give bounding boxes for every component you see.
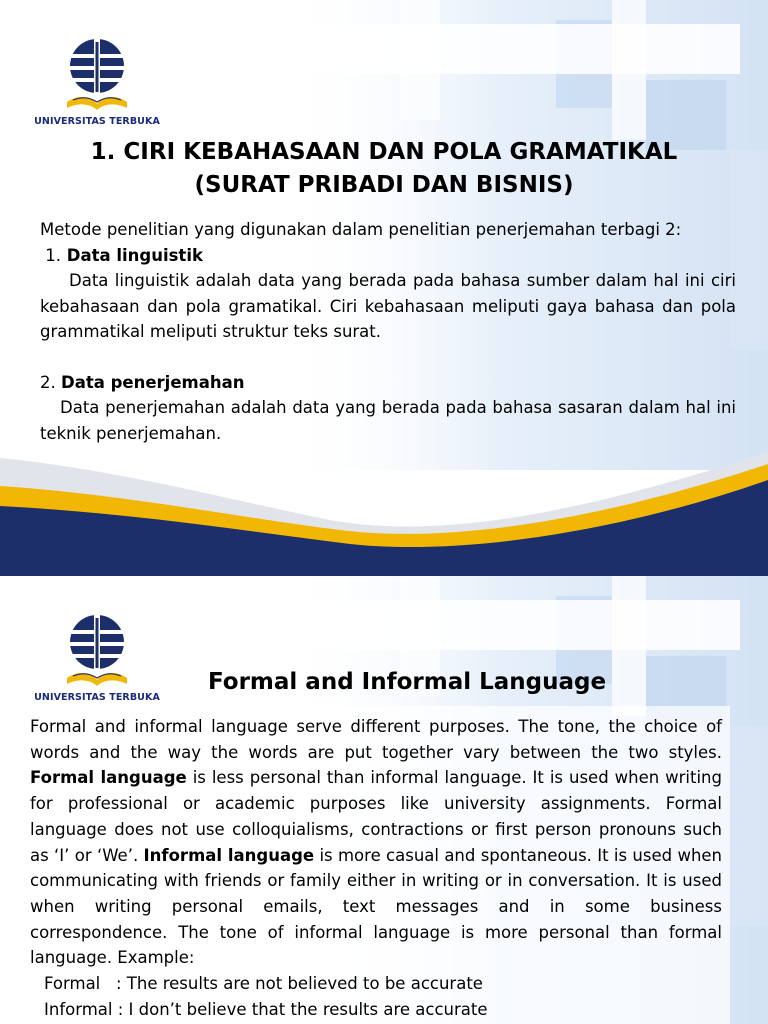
paragraph — [30, 714, 722, 971]
logo-text: UNIVERSITAS TERBUKA — [34, 116, 160, 127]
informal-language-term: Informal language — [143, 845, 315, 865]
example-informal: Informal : I don’t believe that the results are accurate — [44, 999, 488, 1019]
title-line-1: 1. CIRI KEBAHASAAN DAN POLA GRAMATIKAL — [90, 139, 678, 165]
item-2-heading-line — [40, 370, 736, 396]
logo-text: UNIVERSITAS TERBUKA — [34, 692, 160, 703]
item-2-heading: Data penerjemahan — [61, 372, 245, 392]
item-1-number: 1. — [40, 245, 61, 265]
item-1-heading: Data linguistik — [61, 245, 203, 265]
university-logo-icon — [63, 36, 131, 116]
light-banner — [300, 24, 740, 74]
item-2-number: 2. — [40, 372, 56, 392]
item-1-heading-line — [40, 243, 736, 269]
logo — [32, 36, 162, 127]
slide-2-body — [30, 714, 722, 1022]
intro-text: Metode penelitian yang digunakan dalam penelitian penerjemahan terbagi 2: — [40, 220, 682, 239]
university-logo-icon — [63, 612, 131, 692]
p3-text: is more casual and spontaneous. It is used when communicating with friends or family either in writing or in conversation. It is used when writing personal emails, text messages and in some business correspondence. The tone of informal language is more personal than formal language. Example: — [30, 845, 723, 968]
slide-title — [0, 136, 768, 202]
example-formal: Formal : The results are not believed to be accurate — [44, 974, 483, 994]
formal-language-term: Formal language — [30, 768, 187, 788]
item-1-text: Data linguistik adalah data yang berada pada bahasa sumber dalam hal ini ciri kebahasaan dan pola gramatikal. Ciri kebahasaan meliputi gaya bahasa dan pola grammatikal meliputi struktur teks surat. — [40, 271, 736, 341]
slide-2-title: Formal and Informal Language — [208, 669, 607, 695]
p1-text: Formal and informal language serve different purposes. The tone, the choice of words and the way the words are put together vary between the two styles. — [30, 717, 722, 762]
logo — [32, 612, 162, 703]
title-line-2: (SURAT PRIBADI DAN BISNIS) — [194, 172, 574, 198]
slide-body — [40, 217, 736, 446]
light-banner — [300, 600, 740, 650]
p2-text: is less personal than informal language. It is used when writing for professional or academic purposes like university assignments. Formal language does not use colloquialisms, contractions or first person pronouns such as ‘I’ or ‘We’. — [30, 768, 722, 865]
item-2-text: Data penerjemahan adalah data yang berada pada bahasa sasaran dalam hal ini teknik penerjemahan. — [40, 398, 736, 443]
